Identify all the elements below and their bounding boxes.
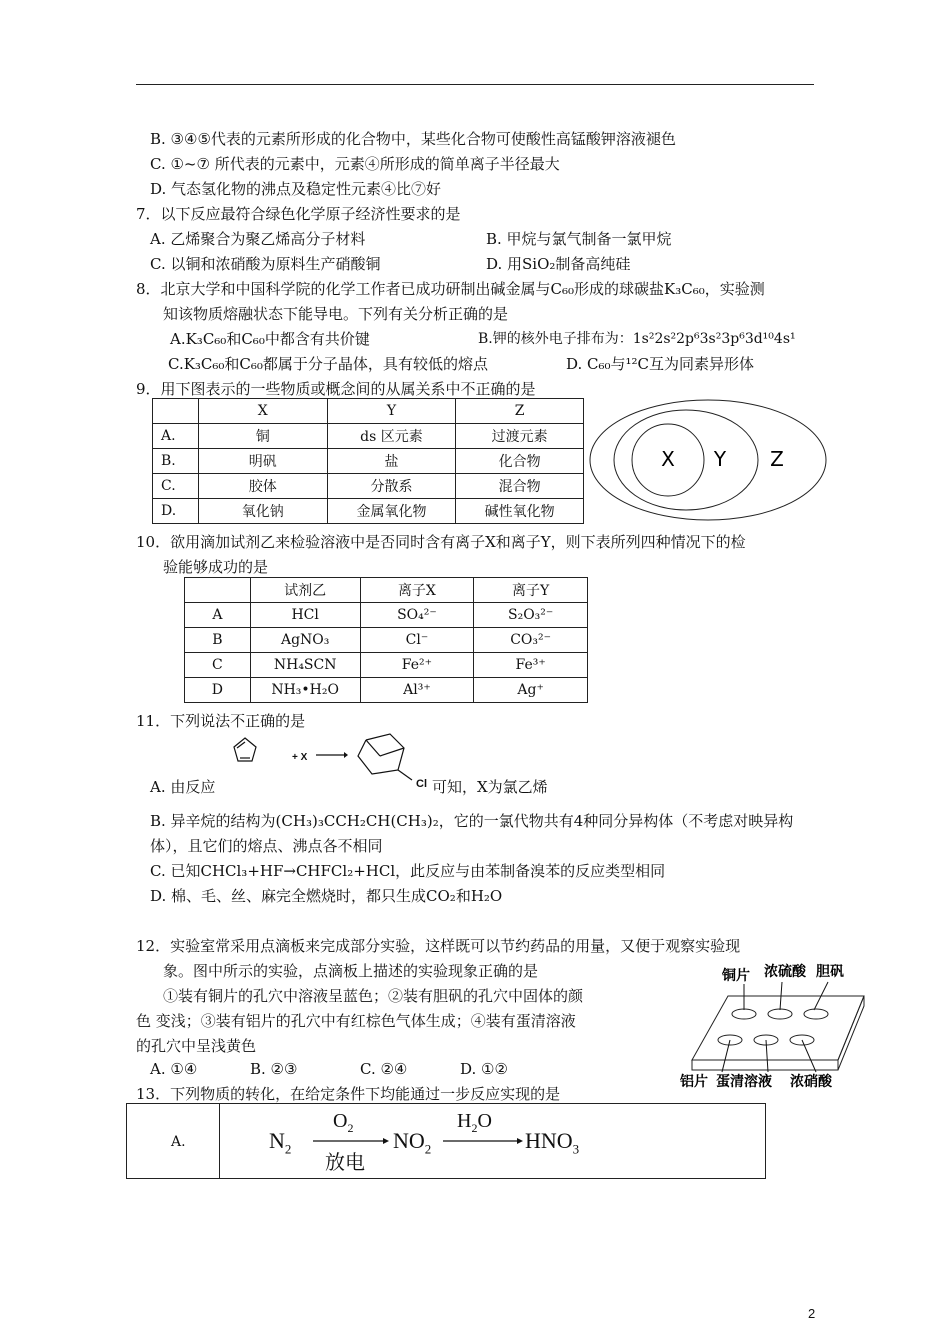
plate-label-egg-white: 蛋清溶液 (716, 1074, 772, 1090)
table-header: X (198, 399, 327, 424)
question-12-statements-end: 的孔穴中呈浅黄色 (136, 1037, 257, 1055)
condition-h2o-tail: O (477, 1110, 492, 1132)
table-row (153, 399, 584, 424)
reagent-x: + X (292, 752, 308, 763)
question-10: 10．欲用滴加试剂乙来检验溶液中是否同时含有离子X和离子Y，则下表所列四种情况下的检 (136, 533, 746, 551)
table-header: Y (327, 399, 456, 424)
table-cell: 明矾 (198, 449, 327, 474)
formula-hno3 (525, 1128, 579, 1157)
table-cell (185, 578, 251, 603)
table-cell: Fe²⁺ (360, 653, 474, 678)
table-cell: S₂O₃²⁻ (474, 603, 588, 628)
plate-label-aluminum: 铝片 (680, 1074, 708, 1090)
page-number: 2 (808, 1306, 816, 1321)
q9-table (152, 398, 584, 524)
condition-h2o-sub: 2 (471, 1121, 478, 1135)
q13-column-divider (219, 1104, 220, 1178)
table-cell: 分散系 (327, 474, 456, 499)
condition-h2o-main: H (457, 1110, 472, 1132)
formula-no2-sub: 2 (424, 1141, 432, 1157)
table-cell: NH₄SCN (250, 653, 360, 678)
formula-no2-main: NO (393, 1128, 425, 1153)
q11-option-a-label: A. 由反应 (150, 778, 216, 796)
table-header: Z (456, 399, 584, 424)
plate-label-copper: 铜片 (722, 968, 750, 984)
venn-outer-z (590, 400, 826, 520)
q12-option-d: D. ①② (460, 1060, 508, 1078)
table-cell: 铜 (198, 424, 327, 449)
q7-option-d: D. 用SiO₂制备高纯硅 (486, 255, 631, 273)
table-cell: SO₄²⁻ (360, 603, 474, 628)
venn-label-y: Y (713, 447, 727, 471)
venn-diagram (588, 398, 828, 522)
bicyclic-product-structure (352, 730, 422, 788)
venn-label-x: X (661, 447, 675, 471)
q11-option-d: D. 棉、毛、丝、麻完全燃烧时，都只生成CO₂和H₂O (150, 887, 503, 905)
table-cell: C (185, 653, 251, 678)
q11-option-b-cont: 体），且它们的熔点、沸点各不相同 (150, 837, 383, 855)
condition-o2-main: O (333, 1110, 348, 1132)
drop-plate-figure (670, 960, 870, 1092)
table-row (153, 449, 584, 474)
table-cell: 金属氧化物 (327, 499, 456, 524)
question-9: 9．用下图表示的一些物质或概念间的从属关系中不正确的是 (136, 380, 536, 398)
plate-label-conc-nitric: 浓硝酸 (790, 1074, 832, 1090)
table-row (185, 678, 588, 703)
table-cell: 碱性氧化物 (456, 499, 584, 524)
table-cell: Fe³⁺ (474, 653, 588, 678)
question-13: 13．下列物质的转化，在给定条件下均能通过一步反应实现的是 (136, 1085, 561, 1103)
formula-no2 (393, 1128, 431, 1157)
option-c-line: C. ①~⑦ 所代表的元素中，元素④所形成的简单离子半径最大 (150, 155, 560, 173)
table-cell: 化合物 (456, 449, 584, 474)
question-7: 7．以下反应最符合绿色化学原子经济性要求的是 (136, 205, 461, 223)
q8-option-a: A.K₃C₆₀和C₆₀中都含有共价键 (170, 330, 370, 348)
table-cell: D. (153, 499, 199, 524)
q11-option-a-tail: 可知，X为氯乙烯 (432, 778, 548, 796)
plate-label-conc-sulfuric: 浓硫酸 (764, 964, 806, 980)
q12-option-c: C. ②④ (360, 1060, 408, 1078)
table-cell: ds 区元素 (327, 424, 456, 449)
table-cell: C. (153, 474, 199, 499)
table-cell: Cl⁻ (360, 628, 474, 653)
table-cell: 混合物 (456, 474, 584, 499)
q7-option-c: C. 以铜和浓硝酸为原料生产硝酸铜 (150, 255, 381, 273)
table-row (185, 603, 588, 628)
table-cell: HCl (250, 603, 360, 628)
table-row (153, 424, 584, 449)
question-8: 8．北京大学和中国科学院的化学工作者已成功研制出碱金属与C₆₀形成的球碳盐K₃C₆₀，实验测 (136, 280, 765, 298)
cyclopentadiene-structure (232, 734, 258, 774)
question-11: 11．下列说法不正确的是 (136, 712, 306, 730)
table-header: 离子Y (474, 578, 588, 603)
table-header: 试剂乙 (250, 578, 360, 603)
plate-label-blue-vitriol: 胆矾 (816, 964, 844, 980)
reaction-arrow-icon (314, 748, 348, 762)
table-row (153, 474, 584, 499)
table-cell (153, 399, 199, 424)
header-rule (136, 84, 814, 85)
arrow-1-icon (313, 1136, 389, 1146)
table-cell: 盐 (327, 449, 456, 474)
table-cell: B (185, 628, 251, 653)
table-cell: 过渡元素 (456, 424, 584, 449)
q12-option-a: A. ①④ (150, 1060, 198, 1078)
table-row (185, 628, 588, 653)
formula-hno3-sub: 3 (572, 1141, 580, 1157)
table-cell: A. (153, 424, 199, 449)
table-cell: AgNO₃ (250, 628, 360, 653)
venn-label-z: Z (770, 447, 784, 471)
arrow-2-icon (443, 1136, 523, 1146)
q13-option-a-label: A. (171, 1134, 186, 1150)
q8-option-b: B.钾的核外电子排布为：1s²2s²2p⁶3s²3p⁶3d¹⁰4s¹ (478, 331, 796, 347)
q13-table (126, 1103, 766, 1179)
chloro-label: Cl (416, 778, 427, 790)
table-cell: B. (153, 449, 199, 474)
q8-option-c: C.K₃C₆₀和C₆₀都属于分子晶体，具有较低的熔点 (168, 355, 488, 373)
table-cell: D (185, 678, 251, 703)
condition-o2-sub: 2 (347, 1121, 354, 1135)
table-cell: Ag⁺ (474, 678, 588, 703)
formula-n2-sub: 2 (284, 1141, 292, 1157)
condition-discharge: 放电 (325, 1150, 365, 1174)
table-cell: Al³⁺ (360, 678, 474, 703)
q11-option-c: C. 已知CHCl₃+HF→CHFCl₂+HCl，此反应与由苯制备溴苯的反应类型相同 (150, 862, 666, 880)
option-b-line: B. ③④⑤代表的元素所形成的化合物中，某些化合物可使酸性高锰酸钾溶液褪色 (150, 130, 676, 148)
formula-n2-main: N (269, 1128, 285, 1153)
table-cell: CO₃²⁻ (474, 628, 588, 653)
q11-option-b: B. 异辛烷的结构为(CH₃)₃CCH₂CH(CH₃)₂，它的一氯代物共有4种同分异构体（不考虑对映异构 (150, 812, 794, 830)
option-d-line: D. 气态氢化物的沸点及稳定性元素④比⑦好 (150, 180, 442, 198)
question-10-cont: 验能够成功的是 (163, 558, 269, 576)
question-12-cont: 象。图中所示的实验，点滴板上描述的实验现象正确的是 (163, 962, 539, 980)
question-12-statements: ①装有铜片的孔穴中溶液呈蓝色；②装有胆矾的孔穴中固体的颜 (163, 987, 584, 1005)
q7-option-b: B. 甲烷与氯气制备一氯甲烷 (486, 230, 672, 248)
q10-table (184, 577, 588, 703)
condition-o2 (333, 1110, 353, 1136)
q7-option-a: A. 乙烯聚合为聚乙烯高分子材料 (150, 230, 366, 248)
formula-hno3-main: HNO (525, 1128, 573, 1153)
question-8-cont: 知该物质熔融状态下能导电。下列有关分析正确的是 (163, 305, 509, 323)
table-cell: A (185, 603, 251, 628)
question-12-statements-cont: 色 变浅；③装有铝片的孔穴中有红棕色气体生成；④装有蛋清溶液 (136, 1012, 576, 1030)
table-row (185, 653, 588, 678)
formula-n2 (269, 1128, 291, 1157)
table-cell: 胶体 (198, 474, 327, 499)
condition-h2o (457, 1110, 492, 1136)
table-cell: 氧化钠 (198, 499, 327, 524)
table-cell: NH₃•H₂O (250, 678, 360, 703)
question-12: 12．实验室常采用点滴板来完成部分实验，这样既可以节约药品的用量，又便于观察实验现 (136, 937, 741, 955)
table-header: 离子X (360, 578, 474, 603)
q12-option-b: B. ②③ (250, 1060, 298, 1078)
table-row (153, 499, 584, 524)
table-row (185, 578, 588, 603)
q8-option-d: D. C₆₀与¹²C互为同素异形体 (566, 355, 755, 373)
venn-middle-y (614, 410, 758, 510)
